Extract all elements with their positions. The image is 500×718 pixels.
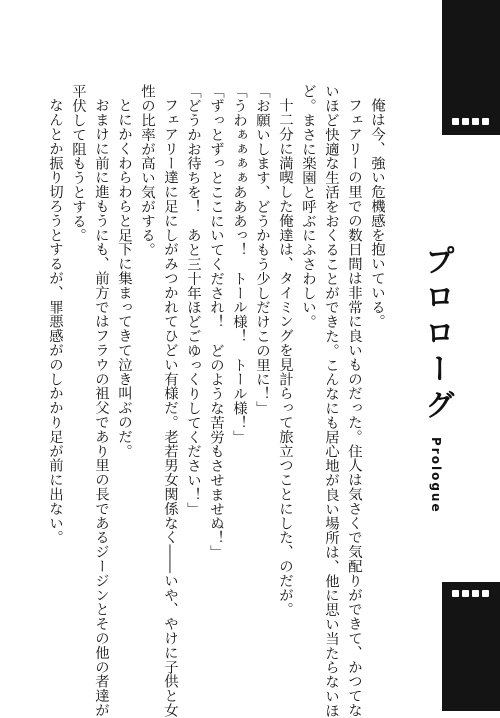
paragraph: なんとか振り切ろうとするが、罪悪感がのしかかり足が前に出ない。 xyxy=(47,98,63,545)
chapter-title: プロローグ xyxy=(419,245,454,425)
paragraph-continuation: いほど快適な生活をおくることができた。こんなにも居心地が良い場所は、他に思い当たらないほ xyxy=(323,84,339,718)
film-perforations xyxy=(452,118,489,125)
dialogue-line: 「ずっとずっとここにいてくだされ！ どのような苦労もさせませぬ！」 xyxy=(208,84,224,560)
film-perforations xyxy=(452,590,489,597)
paragraph: とにかくわらわらと足下に集まってきて泣き叫ぶのだ。 xyxy=(116,98,132,459)
perforation-hole xyxy=(482,590,489,597)
paragraph: おまけに前に進もうにも、前方ではフラウの祖父であり里の長であるジージンとその他の者達が xyxy=(93,98,109,718)
perforation-hole xyxy=(472,118,479,125)
perforation-hole xyxy=(482,118,489,125)
film-tab-bottom xyxy=(442,582,500,711)
paragraph: 俺は今、強い危機感を抱いている。 xyxy=(369,98,385,329)
body-text xyxy=(43,84,388,718)
paragraph-continuation: 平伏して阻もうとする。 xyxy=(70,84,86,243)
chapter-subtitle: Prologue xyxy=(429,437,443,514)
paragraph: 十二分に満喫した俺達は、タイミングを見計らって旅立つことにした、のだが。 xyxy=(277,98,293,617)
dialogue-line: 「お願いします、どうかもう少しだけこの里に！」 xyxy=(254,84,270,416)
perforation-hole xyxy=(462,590,469,597)
paragraph: フェアリーの里での数日間は非常に良いものだった。住人は気さくで気配りができて、かつてな xyxy=(346,98,362,718)
perforation-hole xyxy=(452,118,459,125)
paragraph-continuation: 性の比率が高い気がする。 xyxy=(139,84,155,257)
paragraph: フェアリー達に足にしがみつかれてひどい有様だ。老若男女関係なく――いや、やけに子供と女 xyxy=(162,98,178,718)
perforation-hole xyxy=(452,590,459,597)
perforation-hole xyxy=(462,118,469,125)
dialogue-line: 「うわぁぁぁぁあああっ！ トール様！ トール様！」 xyxy=(231,84,247,444)
dialogue-line: 「どうかお待ちを！ あと三十年ほどごゆっくりしてください！」 xyxy=(185,84,201,516)
perforation-hole xyxy=(472,590,479,597)
film-tab-top xyxy=(442,0,500,135)
chapter-heading xyxy=(418,245,454,514)
paragraph-continuation: ど。まさに楽園と呼ぶにふさわしい。 xyxy=(300,84,316,329)
